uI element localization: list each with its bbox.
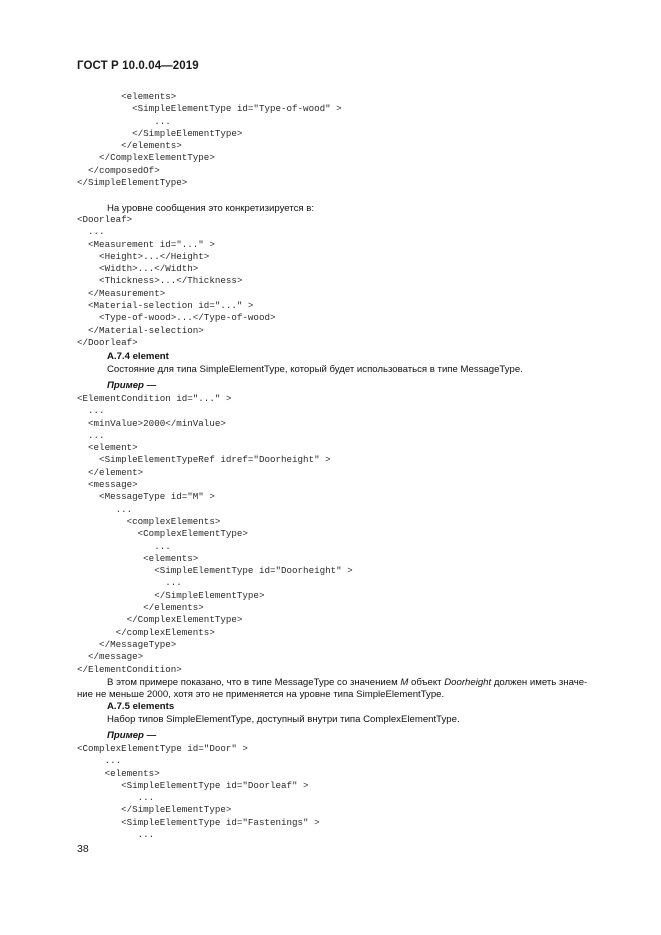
code-line: <Material-selection id="..." > — [77, 300, 254, 312]
document-header: ГОСТ Р 10.0.04—2019 — [77, 60, 199, 72]
code-line: <SimpleElementType id="Doorleaf" > — [77, 779, 309, 791]
explanation-text-3: должен иметь значе- — [491, 677, 588, 688]
section-a74-description: Состояние для типа SimpleElementType, который будет использоваться в типе MessageType. — [107, 364, 523, 375]
code-block-2 — [77, 214, 275, 349]
code-line: </element> — [77, 466, 144, 478]
code-line: <elements> — [77, 91, 177, 102]
code-line: </elements> — [77, 140, 182, 152]
code-line: ... — [77, 115, 171, 127]
explanation-line-2: ние не меньше 2000, хотя это не применяется на уровне типа SimpleElementType. — [77, 689, 445, 701]
code-line: ... — [77, 755, 122, 767]
code-line: <Thickness>...</Thickness> — [77, 275, 243, 287]
code-line: </composedOf> — [77, 164, 160, 176]
code-line: </SimpleElementType> — [77, 127, 243, 139]
code-line: </Measurement> — [77, 287, 166, 299]
section-a75-description: Набор типов SimpleElementType, доступный внутри типа ComplexElementType. — [107, 714, 460, 725]
code-line: <ComplexElementType id="Door" > — [77, 743, 248, 754]
code-line: <complexElements> — [77, 515, 221, 527]
code-line: </complexElements> — [77, 626, 215, 638]
code-line: </Doorleaf> — [77, 336, 138, 348]
code-line: ... — [77, 577, 182, 589]
code-line: </SimpleElementType> — [77, 177, 188, 189]
code-line: ... — [77, 792, 155, 804]
section-a75-example-label: Пример — — [107, 730, 157, 741]
code-block-1 — [77, 91, 342, 189]
explanation-italic-m: M — [400, 677, 409, 688]
code-line: <ElementCondition id="..." > — [77, 393, 232, 404]
code-line: </SimpleElementType> — [77, 589, 265, 601]
code-line: <Type-of-wood>...</Type-of-wood> — [77, 312, 276, 324]
code-line: <elements> — [77, 552, 199, 564]
code-line: <message> — [77, 479, 138, 491]
code-line: </message> — [77, 651, 144, 663]
code-block-3 — [77, 393, 353, 676]
paragraph-message-level: На уровне сообщения это конкретизируется в: — [107, 203, 315, 214]
code-line: </ElementCondition> — [77, 663, 182, 675]
code-line: <Width>...</Width> — [77, 263, 199, 275]
code-line: <SimpleElementType id="Type-of-wood" > — [77, 103, 342, 115]
code-line: <elements> — [77, 767, 160, 779]
code-line: </ComplexElementType> — [77, 152, 215, 164]
explanation-text-1: В этом примере показано, что в типе MessageType со значением — [107, 677, 401, 688]
code-line: <Height>...</Height> — [77, 250, 210, 262]
code-line: ... — [77, 429, 105, 441]
code-line: ... — [77, 405, 105, 417]
section-a74-example-label: Пример — — [107, 380, 157, 391]
code-line: </MessageType> — [77, 638, 177, 650]
code-line: <MessageType id="M" > — [77, 491, 215, 503]
explanation-italic-doorheight: Doorheight — [444, 677, 492, 688]
code-line: ... — [77, 226, 105, 238]
code-line: <element> — [77, 442, 138, 454]
code-line: ... — [77, 540, 171, 552]
code-line: ... — [77, 503, 133, 515]
code-line: </elements> — [77, 602, 204, 614]
code-line: </ComplexElementType> — [77, 614, 243, 626]
code-line: <SimpleElementType id="Doorheight" > — [77, 565, 353, 577]
code-line: </SimpleElementType> — [77, 804, 232, 816]
code-block-4 — [77, 743, 320, 841]
code-line: ... — [77, 829, 155, 841]
code-line: <SimpleElementType id="Fastenings" > — [77, 816, 320, 828]
code-line: <Measurement id="..." > — [77, 238, 215, 250]
section-a74-heading: A.7.4 element — [107, 351, 169, 362]
code-line: </Material-selection> — [77, 324, 204, 336]
code-line: <minValue>2000</minValue> — [77, 417, 226, 429]
code-line: <SimpleElementTypeRef idref="Doorheight" > — [77, 454, 331, 466]
code-line: <ComplexElementType> — [77, 528, 248, 540]
paragraph-example-explanation — [77, 677, 637, 702]
explanation-text-2: объект — [408, 677, 445, 688]
page-number: 38 — [77, 843, 89, 855]
section-a75-heading: A.7.5 elements — [107, 701, 175, 712]
code-line: <Doorleaf> — [77, 214, 133, 225]
